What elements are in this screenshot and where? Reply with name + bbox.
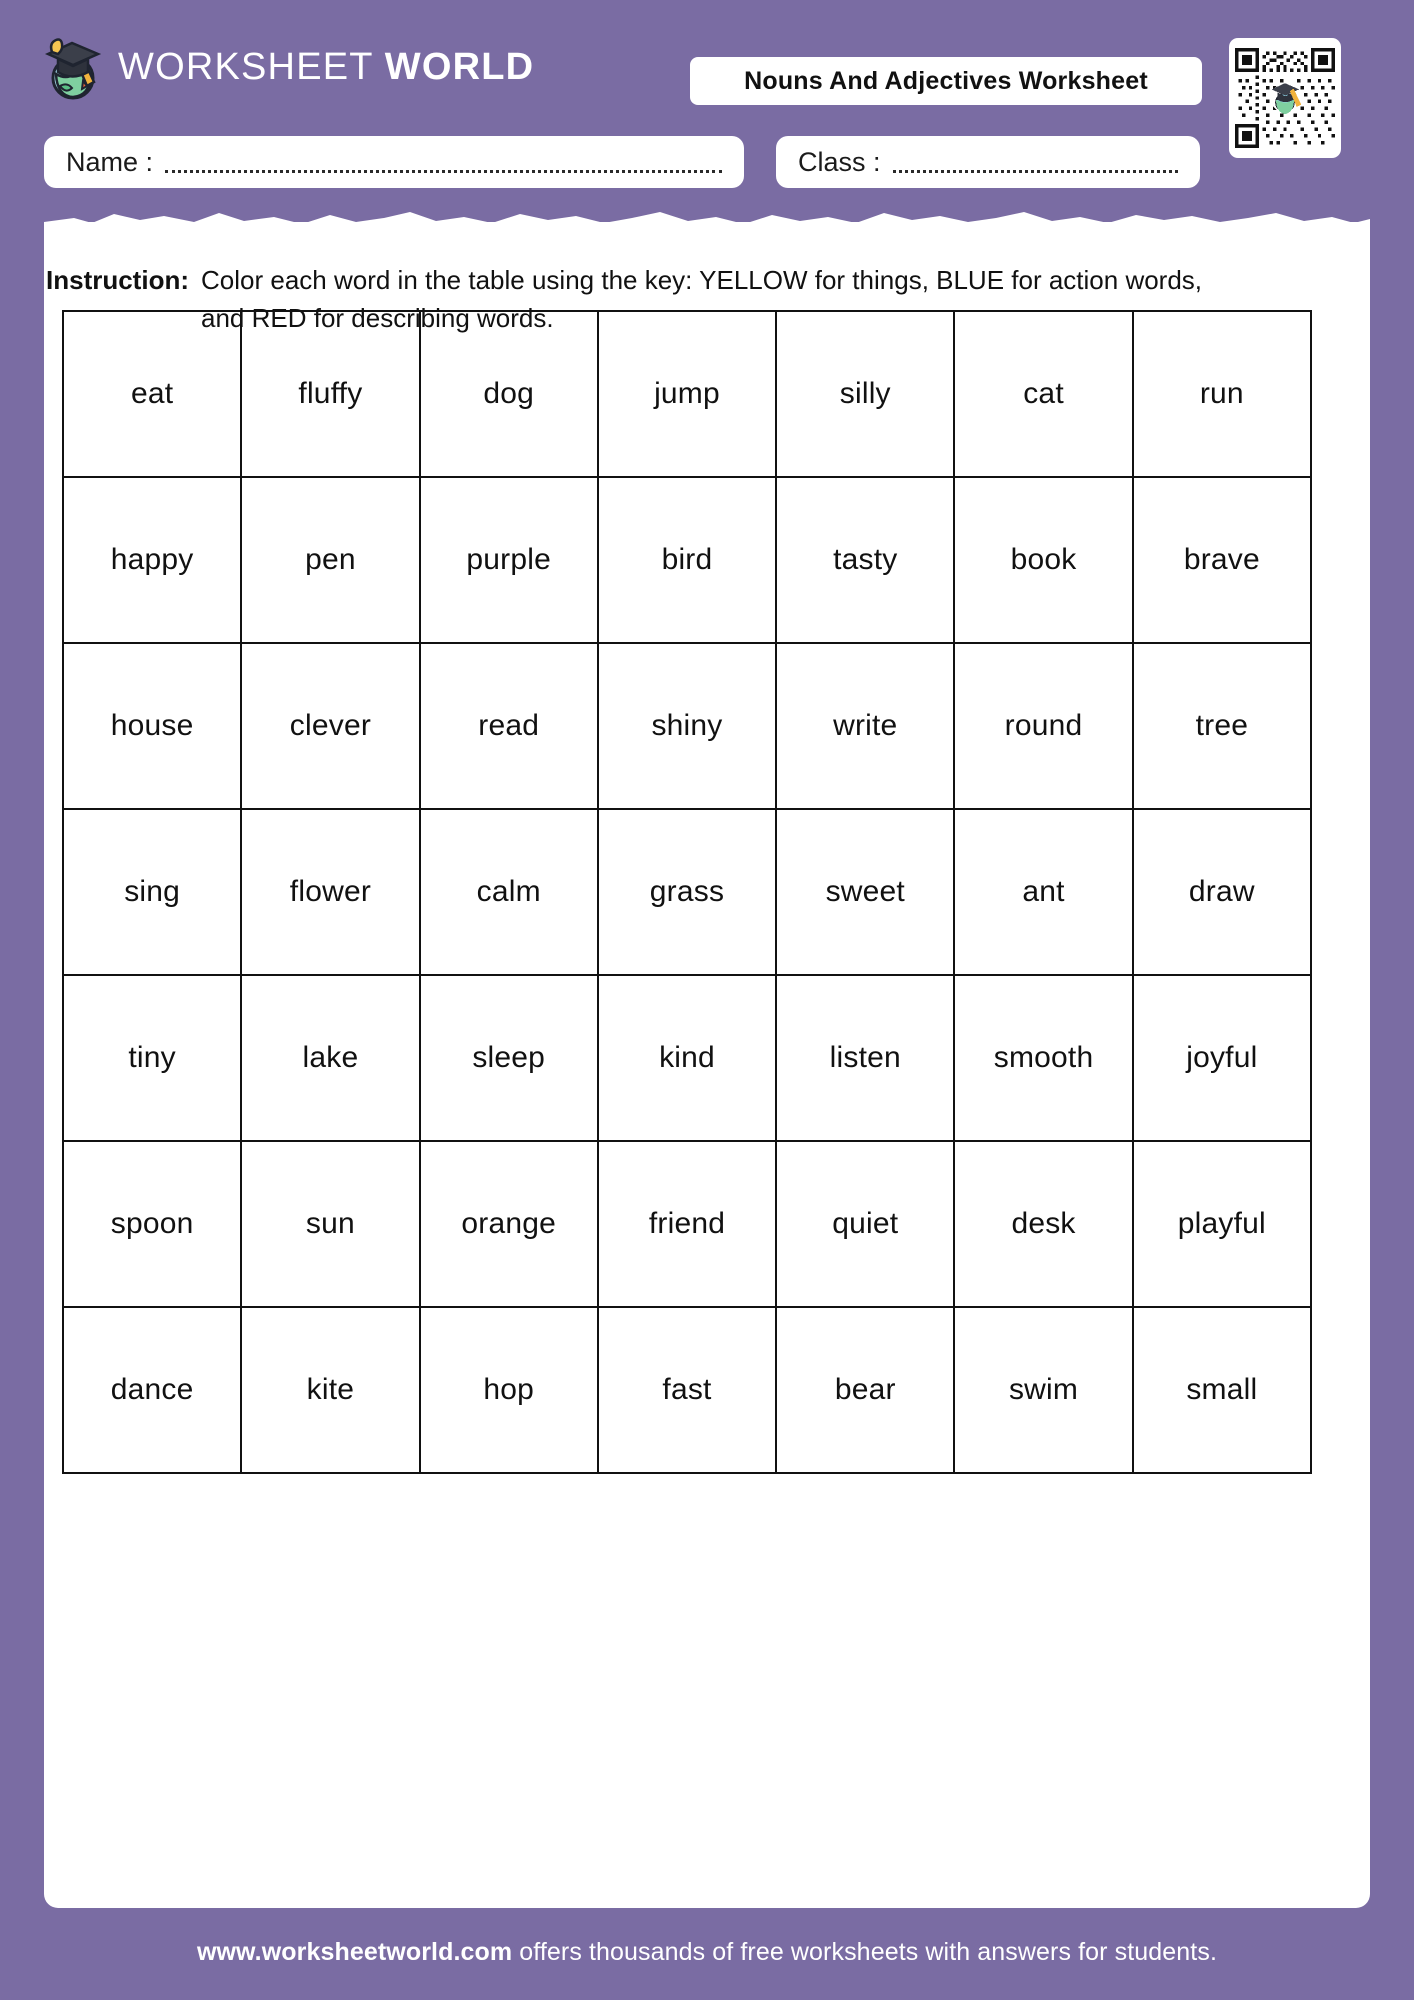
word-cell[interactable]: read: [420, 643, 598, 809]
word-cell[interactable]: brave: [1133, 477, 1311, 643]
word-cell[interactable]: kind: [598, 975, 776, 1141]
word-cell[interactable]: jump: [598, 311, 776, 477]
word-cell[interactable]: house: [63, 643, 241, 809]
word-cell[interactable]: ant: [954, 809, 1132, 975]
word-cell[interactable]: flower: [241, 809, 419, 975]
word-cell[interactable]: joyful: [1133, 975, 1311, 1141]
qr-code[interactable]: [1229, 38, 1341, 158]
word-cell[interactable]: sweet: [776, 809, 954, 975]
word-cell[interactable]: cat: [954, 311, 1132, 477]
table-row: [63, 311, 1311, 477]
table-row: [63, 1307, 1311, 1473]
brand-name-light: WORKSHEET: [118, 45, 374, 88]
word-cell[interactable]: happy: [63, 477, 241, 643]
class-label: Class :: [798, 146, 881, 177]
word-cell[interactable]: grass: [598, 809, 776, 975]
word-cell[interactable]: bear: [776, 1307, 954, 1473]
word-cell[interactable]: listen: [776, 975, 954, 1141]
word-cell[interactable]: spoon: [63, 1141, 241, 1307]
word-cell[interactable]: dance: [63, 1307, 241, 1473]
instruction-text: Color each word in the table using the key: YELLOW for things, BLUE for action words, and RED for describing words.: [201, 265, 1203, 333]
word-cell[interactable]: shiny: [598, 643, 776, 809]
worksheet-title-pill: [690, 57, 1202, 105]
name-label: Name :: [66, 146, 154, 177]
page-header: [0, 0, 1414, 222]
footer-tagline: offers thousands of free worksheets with answers for students.: [512, 1938, 1218, 1966]
footer-site[interactable]: www.worksheetworld.com: [196, 1938, 513, 1966]
brand-name-bold: WORLD: [384, 45, 535, 88]
table-row: [63, 643, 1311, 809]
instruction-label: Instruction:: [46, 265, 189, 295]
graduation-cap-globe-icon: [42, 34, 104, 100]
word-cell[interactable]: draw: [1133, 809, 1311, 975]
table-row: [63, 477, 1311, 643]
word-cell[interactable]: run: [1133, 311, 1311, 477]
brand-name: [118, 46, 534, 89]
word-cell[interactable]: swim: [954, 1307, 1132, 1473]
word-cell[interactable]: quiet: [776, 1141, 954, 1307]
word-cell[interactable]: desk: [954, 1141, 1132, 1307]
word-grid: [62, 310, 1312, 1474]
word-cell[interactable]: playful: [1133, 1141, 1311, 1307]
word-cell[interactable]: fluffy: [241, 311, 419, 477]
name-field[interactable]: [44, 136, 744, 188]
torn-paper-edge: [44, 198, 1370, 228]
word-cell[interactable]: orange: [420, 1141, 598, 1307]
word-cell[interactable]: lake: [241, 975, 419, 1141]
word-cell[interactable]: sleep: [420, 975, 598, 1141]
word-cell[interactable]: bird: [598, 477, 776, 643]
qr-code-icon: [1235, 44, 1335, 152]
word-cell[interactable]: dog: [420, 311, 598, 477]
word-cell[interactable]: tree: [1133, 643, 1311, 809]
word-cell[interactable]: eat: [63, 311, 241, 477]
word-cell[interactable]: write: [776, 643, 954, 809]
word-cell[interactable]: tasty: [776, 477, 954, 643]
brand-logo-group: [42, 34, 534, 100]
worksheet-body: [44, 222, 1370, 1908]
name-input-line[interactable]: [165, 170, 722, 173]
word-cell[interactable]: sing: [63, 809, 241, 975]
word-cell[interactable]: fast: [598, 1307, 776, 1473]
word-cell[interactable]: sun: [241, 1141, 419, 1307]
class-field[interactable]: [776, 136, 1200, 188]
word-cell[interactable]: tiny: [63, 975, 241, 1141]
word-cell[interactable]: friend: [598, 1141, 776, 1307]
word-cell[interactable]: purple: [420, 477, 598, 643]
word-cell[interactable]: book: [954, 477, 1132, 643]
class-input-line[interactable]: [893, 170, 1178, 173]
word-cell[interactable]: round: [954, 643, 1132, 809]
word-cell[interactable]: clever: [241, 643, 419, 809]
word-cell[interactable]: kite: [241, 1307, 419, 1473]
word-cell[interactable]: hop: [420, 1307, 598, 1473]
table-row: [63, 1141, 1311, 1307]
word-cell[interactable]: pen: [241, 477, 419, 643]
word-cell[interactable]: calm: [420, 809, 598, 975]
table-row: [63, 809, 1311, 975]
word-cell[interactable]: silly: [776, 311, 954, 477]
page-title: Nouns And Adjectives Worksheet: [744, 66, 1148, 95]
page-footer: [0, 1938, 1414, 1967]
word-grid-body: [63, 311, 1311, 1473]
word-cell[interactable]: small: [1133, 1307, 1311, 1473]
word-cell[interactable]: smooth: [954, 975, 1132, 1141]
table-row: [63, 975, 1311, 1141]
